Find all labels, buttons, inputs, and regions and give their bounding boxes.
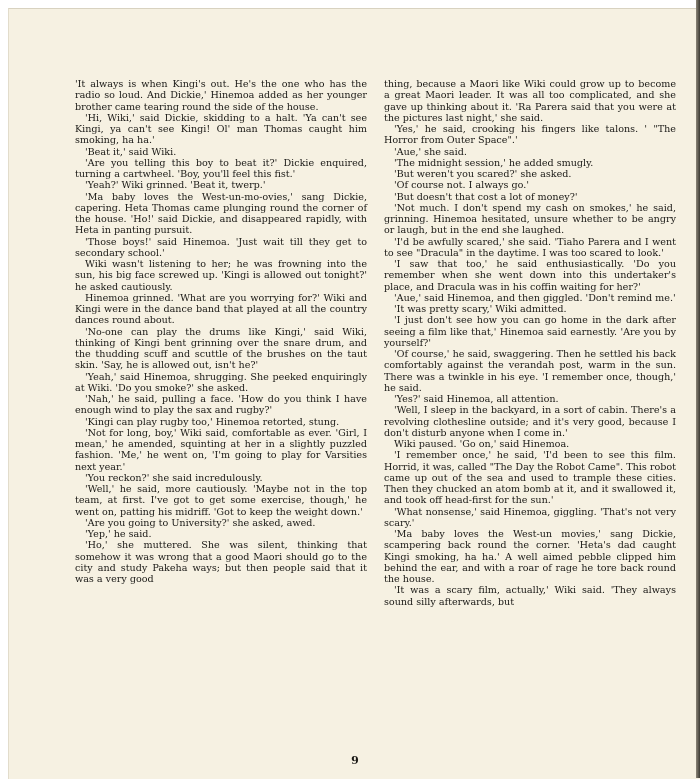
paragraph: 'Kingi can play rugby too,' Hinemoa retorted, stung. — [85, 416, 340, 428]
paragraph: 'I'd be awfully scared,' she said. 'Tiaho Parera and I went to see "Dracula" in the daytime. I was too scared to look.' — [384, 236, 676, 259]
paragraph: 'It was pretty scary,' Wiki admitted. — [394, 304, 567, 315]
page-number: 9 — [351, 754, 359, 767]
paragraph: 'Of course,' he said, swaggering. Then he settled his back comfortably against the verandah post, warm in the sun. There was a twinkle in his eye. 'I remember once, though,' he said. — [384, 349, 676, 394]
paragraph: 'Yeah?' Wiki grinned. 'Beat it, twerp.' — [85, 180, 266, 192]
paragraph: 'Yes?' said Hinemoa, all attention. — [394, 394, 559, 405]
paragraph: 'I remember once,' he said, 'I'd been to see this film. Horrid, it was, called "The Day the Robot Came". This robot came up out of the sea and used to trample these cities. Then they chucked an atom bomb at it, and it swallowed it, and took off head-first for the sun.' — [384, 450, 676, 507]
paragraph: 'Those boys!' said Hinemoa. 'Just wait till they get to secondary school.' — [75, 236, 367, 259]
paragraph: 'What nonsense,' said Hinemoa, giggling. 'That's not very scary.' — [384, 506, 676, 529]
paragraph: 'But weren't you scared?' she asked. — [394, 169, 572, 180]
text-column-left — [75, 79, 367, 585]
paragraph: Wiki paused. 'Go on,' said Hinemoa. — [394, 439, 570, 450]
paragraph: 'But doesn't that cost a lot of money?' — [394, 191, 578, 203]
paragraph: 'It was a scary film, actually,' Wiki said. 'They always sound silly afterwards, but — [384, 585, 676, 608]
paragraph: 'I saw that too,' he said enthusiastically. 'Do you remember when she went down into this undertaker's place, and Dracula was in his coffin waiting for her?' — [384, 259, 676, 293]
paragraph: 'Aue,' she said. — [394, 146, 467, 158]
paragraph: 'Ho,' she muttered. She was silent, thinking that somehow it was wrong that a good Maori should go to the city and study Pakeha ways; but then people said that it was a very good — [75, 540, 367, 585]
paragraph: 'Ma baby loves the West-un movies,' sang Dickie, scampering back round the corner. 'Heta's dad caught Kingi smoking, ha ha.' A well aimed pebble clipped him behind the ear, and with a roar of rage he tore back round the house. — [384, 529, 676, 585]
paragraph: 'You reckon?' she said incredulously. — [85, 472, 263, 484]
paragraph: 'Aue,' said Hinemoa, and then giggled. 'Don't remind me.' — [394, 292, 676, 304]
paragraph: Hinemoa grinned. 'What are you worrying for?' Wiki and Kingi were in the dance band that played at all the country dances round about. — [75, 292, 367, 327]
paragraph: 'Beat it,' said Wiki. — [85, 146, 177, 158]
paragraph: thing, because a Maori like Wiki could grow up to become a great Maori leader. It was all too complicated, and she gave up thinking about it. 'Ra Parera said that you were at the pictures last night,' she said. — [384, 79, 676, 124]
paragraph: 'Of course not. I always go.' — [394, 180, 529, 192]
book-page — [8, 8, 700, 779]
paragraph: 'Are you telling this boy to beat it?' Dickie enquired, turning a cartwheel. 'Boy, you'll feel this fist.' — [75, 157, 367, 180]
paragraph: 'I just don't see how you can go home in the dark after seeing a film like that,' Hinemoa said earnestly. 'Are you by yourself?' — [384, 315, 676, 349]
paragraph: 'Are you going to University?' she asked, awed. — [85, 517, 316, 529]
paragraph: 'No-one can play the drums like Kingi,' said Wiki, thinking of Kingi bent grinning over the snare drum, and the thudding scuff and scuttle of the brushes on the taut skin. 'Say, he is allowed out, isn't he?' — [75, 326, 367, 372]
paragraph: 'Yep,' he said. — [85, 529, 152, 540]
text-column-right — [384, 79, 676, 608]
paragraph: 'Not much. I don't spend my cash on smokes,' he said, grinning. Hinemoa hesitated, unsure whether to be angry or laugh, but in the end she laughed. — [384, 202, 676, 237]
paragraph: 'Not for long, boy,' Wiki said, comfortable as ever. 'Girl, I mean,' he amended, squinting at her in a slightly puzzled fashion. 'Me,' he went on, 'I'm going to play for Varsities next year.' — [75, 427, 367, 473]
paragraph: 'Nah,' he said, pulling a face. 'How do you think I have enough wind to play the sax and rugby?' — [75, 394, 367, 417]
paragraph: 'Hi, Wiki,' said Dickie, skidding to a halt. 'Ya can't see Kingi, ya can't see Kingi! Ol' man Thomas caught him smoking, ha ha.' — [75, 112, 367, 147]
paragraph: 'Well, I sleep in the backyard, in a sort of cabin. There's a revolving clothesline outside; and it's very good, because I don't disturb anyone when I come in.' — [384, 405, 676, 439]
paragraph: 'Ma baby loves the West-un-mo-ovies,' sang Dickie, capering. Heta Thomas came plunging round the corner of the house. 'Ho!' said Dickie, and disappeared rapidly, with Heta in panting pursuit. — [75, 191, 367, 237]
paragraph: 'Yeah,' said Hinemoa, shrugging. She peeked enquiringly at Wiki. 'Do you smoke?' she asked. — [75, 371, 367, 394]
paragraph: 'Yes,' he said, crooking his fingers like talons. ' "The Horror from Outer Space".' — [384, 124, 676, 147]
paragraph: 'It always is when Kingi's out. He's the one who has the radio so loud. And Dickie,' Hinemoa added as her younger brother came tearing round the side of the house. — [75, 79, 367, 113]
book-spine-shadow — [696, 0, 700, 778]
paragraph: 'The midnight session,' he added smugly. — [394, 157, 594, 169]
paragraph: 'Well,' he said, more cautiously. 'Maybe not in the top team, at first. I've got to get some exercise, though,' he went on, patting his midriff. 'Got to keep the weight down.' — [75, 484, 367, 518]
paragraph: Wiki wasn't listening to her; he was frowning into the sun, his big face screwed up. 'Kingi is allowed out tonight?' he asked cautiously. — [75, 259, 367, 293]
